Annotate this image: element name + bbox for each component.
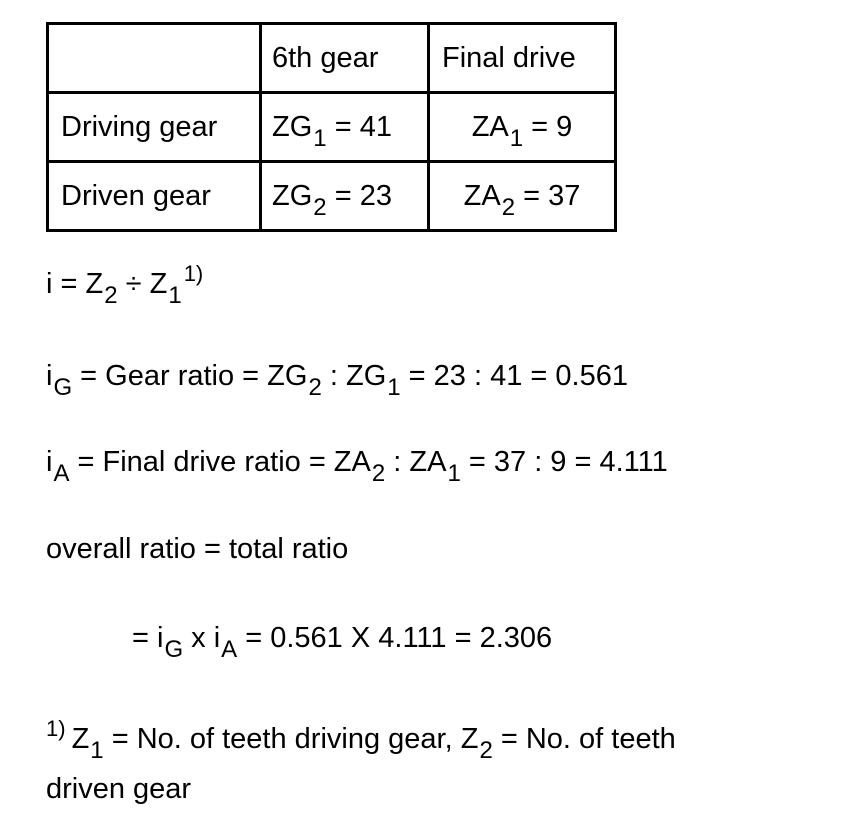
header-cell-6th-gear: 6th gear [261, 24, 429, 93]
row-label-driving-gear: Driving gear [48, 93, 261, 162]
gear-table [46, 22, 617, 232]
cell-zg1: $ZG_1 = 41$ [261, 93, 429, 162]
cell-zg2: $ZG_2 = 23$ [261, 162, 429, 231]
table-header-row [48, 24, 616, 93]
formula-overall-ratio-label: overall ratio = total ratio [46, 533, 349, 565]
cell-za1: $ZA_1 = 9$ [429, 93, 616, 162]
cell-za2: $ZA_2 = 37$ [429, 162, 616, 231]
formula-gear-ratio: $i_G$ = Gear ratio = $ZG_2$ : $ZG_1 = 23$ : 41 = 0.561 [46, 360, 628, 401]
formula-overall-ratio-value: = $i_G$ x $i_A = 0.561$ X 4.111 = 2.306 [132, 622, 553, 663]
row-label-driven-gear: Driven gear [48, 162, 261, 231]
footnote-line-1: $^{1)}$ $Z_1 = No$. of teeth driving gear, $Z_2 = No$. of teeth [46, 716, 676, 764]
header-cell-empty [48, 24, 261, 93]
formula-final-drive-ratio: $i_A$ = Final drive ratio = $ZA_2$ : $ZA_1 = 37$ : 9 = 4.111 [46, 446, 668, 487]
table-row [48, 93, 616, 162]
table-row [48, 162, 616, 231]
footnote-marker: 1) [46, 716, 66, 741]
footnote-line-2: driven gear [46, 773, 192, 805]
formula-ratio-definition: $i = Z_2 \div Z_1^{1)}$ [46, 261, 204, 309]
header-cell-final-drive: Final drive [429, 24, 616, 93]
